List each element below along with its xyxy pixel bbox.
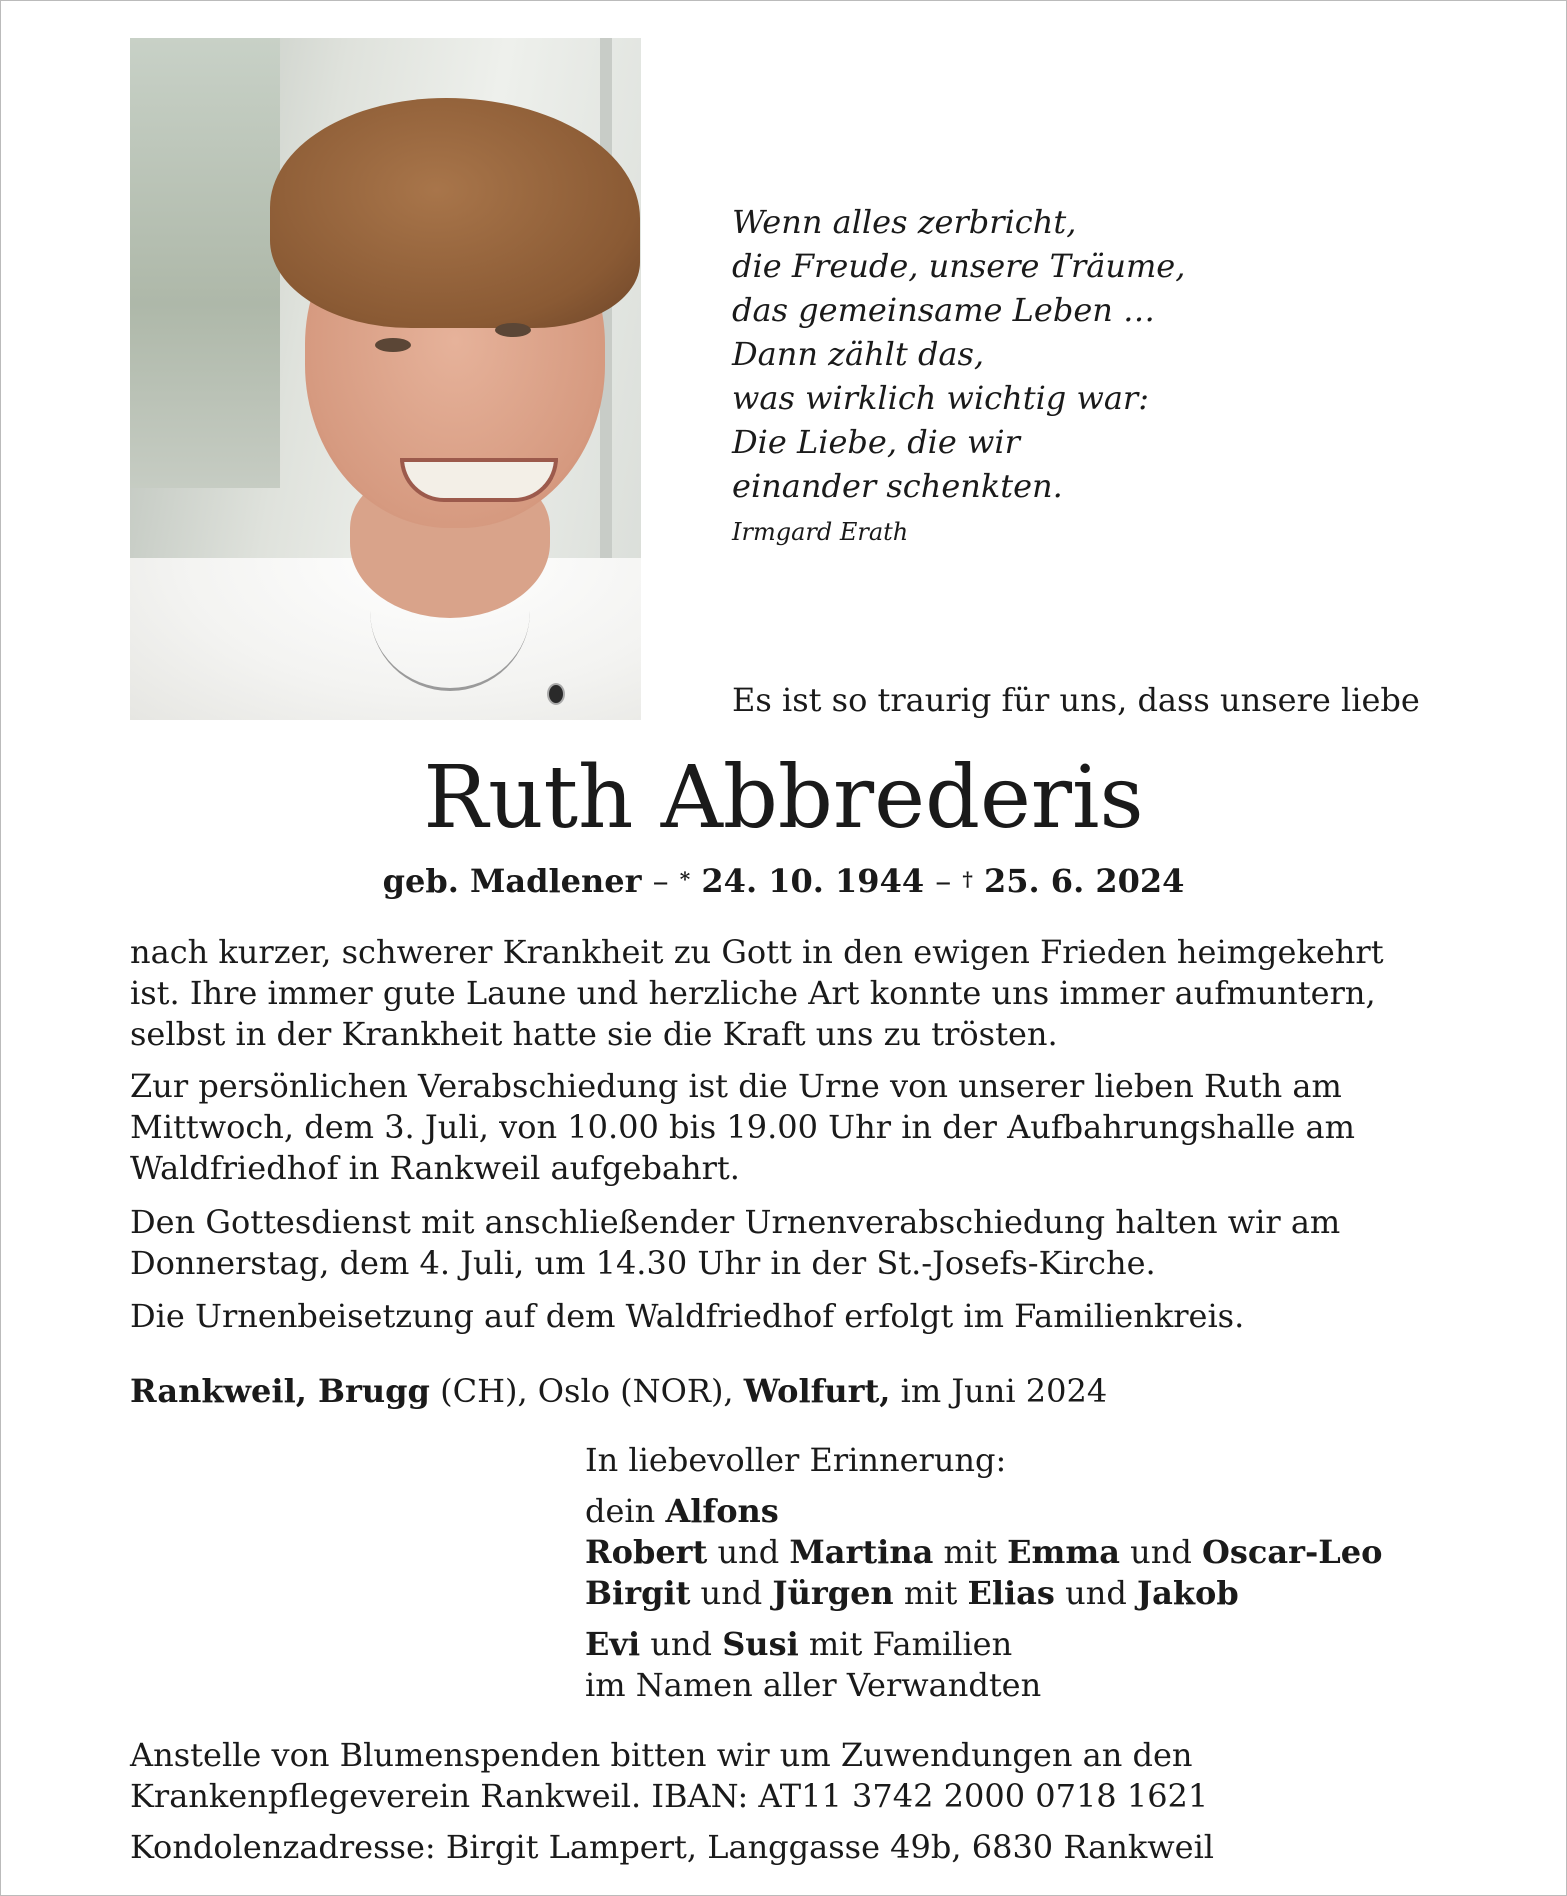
donation-line: Anstelle von Blumenspenden bitten wir um Zuwendungen an den — [130, 1736, 1193, 1774]
mourner-name: Jakob — [1136, 1574, 1239, 1612]
deceased-name: Ruth Abbrederis — [423, 748, 1144, 848]
paragraph-burial — [130, 1296, 1436, 1337]
paragraph-passing — [130, 932, 1436, 1055]
donation-line: Krankenpflegeverein Rankweil. IBAN: AT11 3742 2000 0718 1621 — [130, 1777, 1209, 1815]
place-bold: Rankweil, Brugg — [130, 1372, 430, 1410]
death-symbol: † — [962, 867, 973, 891]
text-line: ist. Ihre immer gute Laune und herzliche Art konnte uns immer aufmuntern, — [130, 974, 1376, 1012]
place-bold: Wolfurt, — [743, 1372, 891, 1410]
place-date: im Juni 2024 — [890, 1372, 1108, 1410]
mourners-heading: In liebevoller Erinnerung: — [585, 1441, 1007, 1479]
condolence-address: Kondolenzadresse: Birgit Lampert, Langgasse 49b, 6830 Rankweil — [130, 1828, 1215, 1866]
text-line: Zur persönlichen Verabschiedung ist die Urne von unserer lieben Ruth am — [130, 1067, 1342, 1105]
separator: – — [935, 862, 952, 900]
footer-notes — [130, 1735, 1214, 1868]
birth-symbol: * — [679, 867, 691, 891]
poem-line: Wenn alles zerbricht, — [732, 203, 1077, 241]
mourners-block — [585, 1440, 1382, 1706]
death-date: 25. 6. 2024 — [983, 862, 1185, 900]
life-dates — [0, 860, 1567, 902]
place-text: (CH), Oslo (NOR), — [429, 1372, 744, 1410]
mourner-name: Elias — [967, 1574, 1055, 1612]
separator: – — [652, 862, 669, 900]
mourner-name: Evi — [585, 1625, 641, 1663]
text-line: Mittwoch, dem 3. Juli, von 10.00 bis 19.00 Uhr in der Aufbahrungshalle am — [130, 1108, 1355, 1146]
mourner-name: Jürgen — [772, 1574, 894, 1612]
place-and-date — [130, 1371, 1107, 1412]
poem-line: Die Liebe, die wir — [732, 423, 1020, 461]
mourner-line: dein Alfons — [585, 1492, 779, 1530]
intro-text: Es ist so traurig für uns, dass unsere liebe — [732, 681, 1420, 719]
text-line: Den Gottesdienst mit anschließender Urnenverabschiedung halten wir am — [130, 1203, 1341, 1241]
birth-date: 24. 10. 1944 — [701, 862, 925, 900]
mourner-line: Evi und Susi mit Familien — [585, 1625, 1013, 1663]
text-line: nach kurzer, schwerer Krankheit zu Gott in den ewigen Frieden heimgekehrt — [130, 933, 1384, 971]
mourner-line: Robert und Martina mit Emma und Oscar-Leo — [585, 1533, 1383, 1571]
mourner-line: im Namen aller Verwandten — [585, 1666, 1042, 1704]
mourner-name: Robert — [585, 1533, 708, 1571]
poem — [732, 200, 1185, 548]
poem-line: die Freude, unsere Träume, — [732, 247, 1186, 285]
poem-line: was wirklich wichtig war: — [732, 379, 1149, 417]
mourner-name: Martina — [789, 1533, 934, 1571]
portrait-photo — [130, 38, 641, 720]
mourner-line: Birgit und Jürgen mit Elias und Jakob — [585, 1574, 1239, 1612]
mourner-name: Alfons — [665, 1492, 779, 1530]
poem-author: Irmgard Erath — [732, 518, 909, 546]
poem-line: Dann zählt das, — [732, 335, 985, 373]
text-line: Die Urnenbeisetzung auf dem Waldfriedhof erfolgt im Familienkreis. — [130, 1297, 1245, 1335]
mourner-name: Emma — [1007, 1533, 1120, 1571]
mourner-name: Oscar-Leo — [1201, 1533, 1383, 1571]
mourner-name: Birgit — [585, 1574, 691, 1612]
poem-line: das gemeinsame Leben … — [732, 291, 1156, 329]
paragraph-service — [130, 1202, 1436, 1284]
poem-line: einander schenkten. — [732, 467, 1063, 505]
text-line: selbst in der Krankheit hatte sie die Kraft uns zu trösten. — [130, 1015, 1058, 1053]
maiden-name: geb. Madlener — [382, 862, 642, 900]
mourner-name: Susi — [722, 1625, 799, 1663]
paragraph-farewell — [130, 1066, 1436, 1189]
text-line: Donnerstag, dem 4. Juli, um 14.30 Uhr in der St.-Josefs-Kirche. — [130, 1244, 1156, 1282]
text-line: Waldfriedhof in Rankweil aufgebahrt. — [130, 1149, 740, 1187]
